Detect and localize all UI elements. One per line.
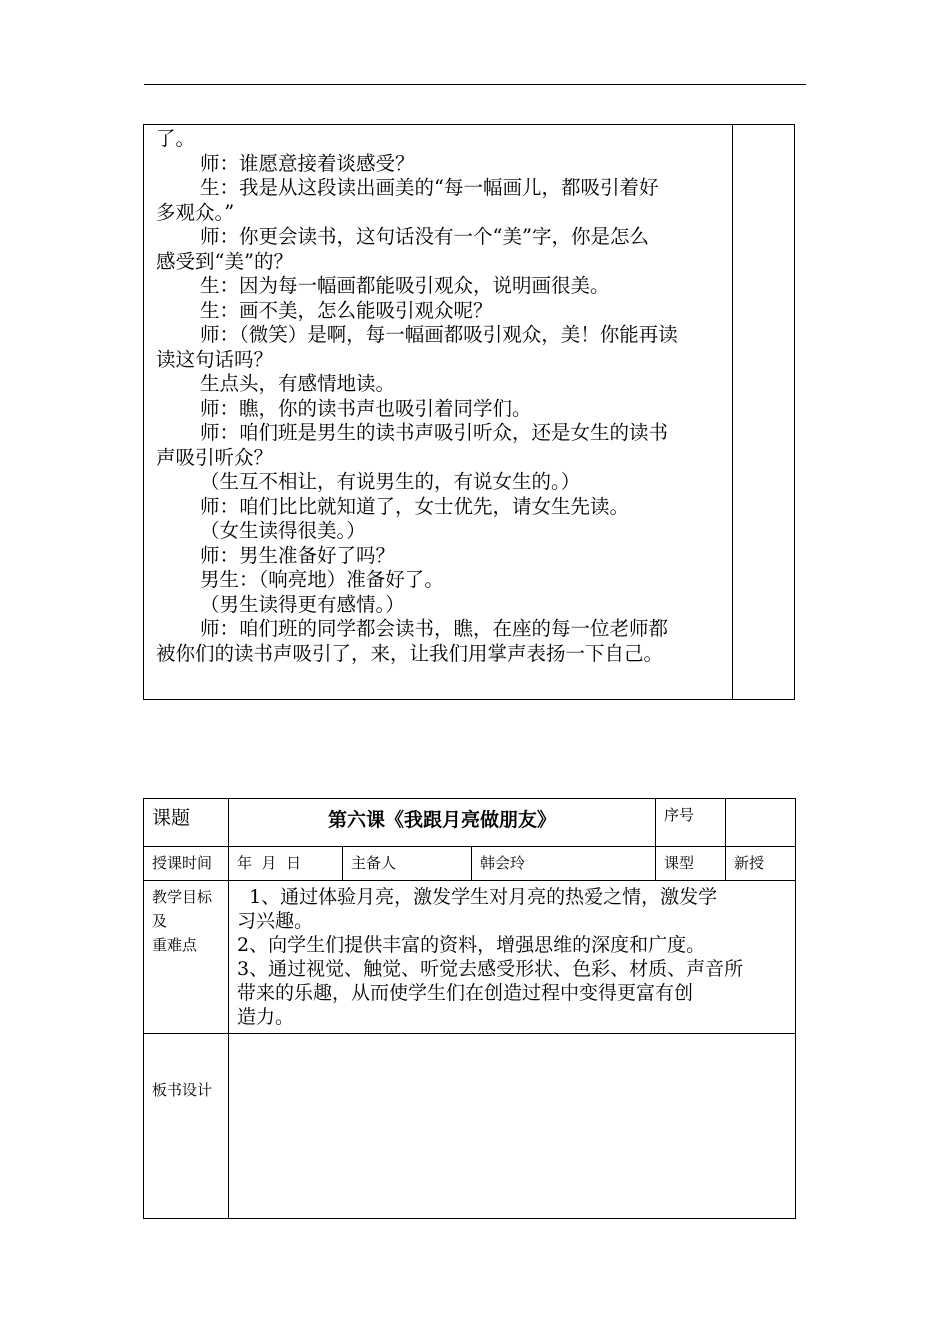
goals-label-line: 教学目标	[152, 888, 213, 906]
dialogue-line: 生：画不美，怎么能吸引观众呢？	[200, 298, 493, 322]
dialogue-line: 师：咱们比比就知道了，女士优先，请女生先读。	[200, 494, 630, 518]
dialogue-line: 师：咱们班的同学都会读书，瞧，在座的每一位老师都	[200, 617, 669, 640]
number-value	[726, 799, 796, 847]
notes-cell	[733, 125, 795, 700]
dialogue-line: （生互不相让，有说男生的，有说女生的。）	[200, 470, 581, 493]
dialogue-line: 师：男生准备好了吗？	[200, 543, 396, 567]
goal-line: 1、通过体验月亮，激发学生对月亮的热爱之情，激发学	[237, 886, 718, 908]
lesson-plan-table	[143, 798, 796, 1219]
dialogue-line: 了。	[156, 127, 196, 150]
dialogue-line: 生点头，有感情地读。	[200, 372, 396, 395]
type-value: 新授	[726, 847, 796, 881]
dialogue-line: 生：我是从这段读出画美的“每一幅画儿，都吸引着好	[200, 176, 659, 199]
time-label: 授课时间	[144, 847, 229, 881]
number-label: 序号	[656, 799, 726, 847]
goal-line: 习兴趣。	[237, 910, 314, 932]
dialogue-line: 生：因为每一幅画都能吸引观众，说明画很美。	[200, 274, 610, 297]
dialogue-lines	[156, 127, 726, 666]
dialogue-line: （女生读得很美。）	[200, 519, 366, 542]
preparer-value: 韩会玲	[472, 847, 656, 881]
board-label: 板书设计	[144, 1034, 229, 1219]
dialogue-table	[143, 124, 795, 700]
goal-line: 造力。	[237, 1006, 295, 1028]
goals-label-line: 重难点	[152, 936, 198, 954]
dialogue-line: 多观众。”	[156, 200, 235, 224]
dialogue-cell	[144, 125, 733, 700]
goals-content	[229, 881, 796, 1034]
board-design-area	[229, 1034, 796, 1219]
type-label: 课型	[656, 847, 726, 881]
time-value: 年 月 日	[229, 847, 343, 881]
dialogue-line: 师：（微笑）是啊，每一幅画都吸引观众，美！你能再读	[200, 323, 678, 346]
dialogue-line: 师：你更会读书，这句话没有一个“美”字，你是怎么	[200, 225, 649, 248]
dialogue-line: 师：咱们班是男生的读书声吸引听众，还是女生的读书	[200, 421, 669, 444]
goal-line: 3、通过视觉、触觉、听觉去感受形状、色彩、材质、声音所	[237, 958, 744, 980]
dialogue-line: 师：谁愿意接着谈感受？	[200, 151, 415, 175]
dialogue-line: 男生：（响亮地）准备好了。	[200, 568, 444, 591]
preparer-label: 主备人	[343, 847, 472, 881]
dialogue-line: （男生读得更有感情。）	[200, 592, 405, 616]
dialogue-line: 声吸引听众？	[156, 445, 274, 469]
goals-label	[144, 881, 229, 1034]
goals-label-line: 及	[152, 912, 168, 930]
header-rule	[144, 84, 806, 85]
dialogue-line: 读这句话吗？	[156, 347, 274, 371]
dialogue-line: 师：瞧，你的读书声也吸引着同学们。	[200, 396, 532, 420]
goal-line: 带来的乐趣，从而使学生们在创造过程中变得更富有创	[237, 982, 694, 1004]
topic-label: 课题	[144, 799, 229, 847]
dialogue-line: 被你们的读书声吸引了，来，让我们用掌声表扬一下自己。	[156, 641, 664, 665]
dialogue-line: 感受到“美”的？	[156, 249, 293, 273]
lesson-title: 第六课《我跟月亮做朋友》	[229, 799, 656, 847]
goal-line: 2、向学生们提供丰富的资料，增强思维的深度和广度。	[237, 934, 706, 956]
